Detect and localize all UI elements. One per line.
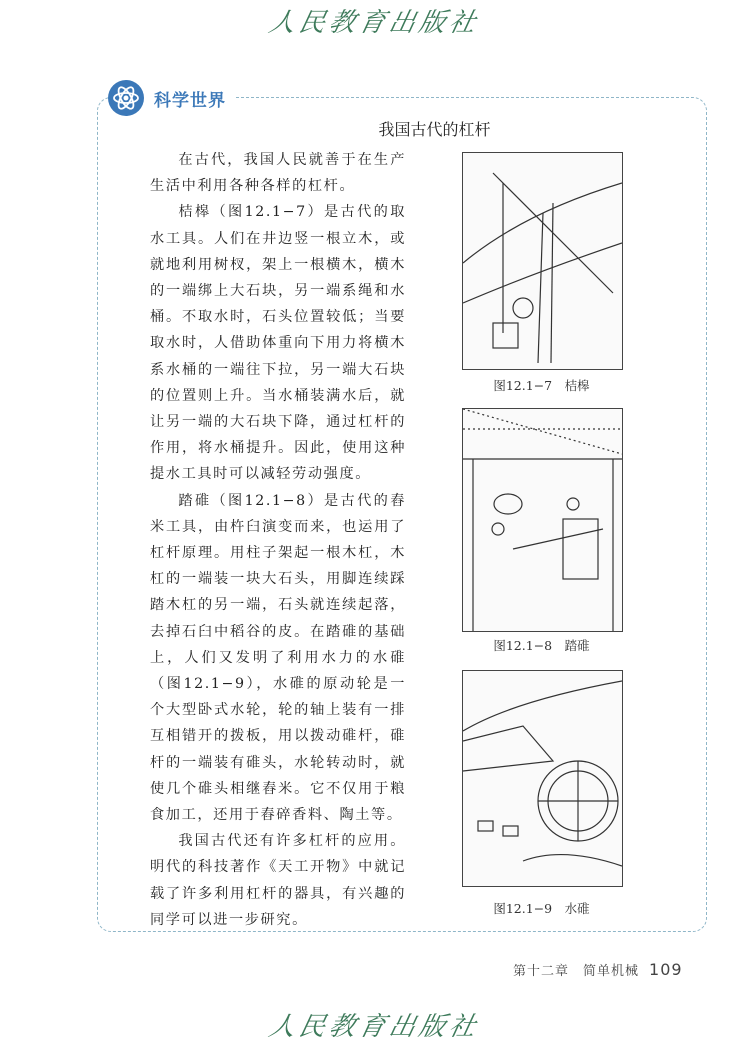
figure-caption: 图12.1−8 踏碓 — [493, 638, 590, 653]
page-footer — [513, 960, 683, 979]
paragraph: 桔槔（图12.1−7）是古代的取水工具。人们在井边竖一根立木，或就地利用树杈，架上一根横木，横木的一端绑上大石块，另一端系绳和水桶。不取水时，石头位置较低；当要取水时，人借助体重向下用力将横木系水桶的一端往下拉，另一端大石块的位置则上升。当水桶装满水后，就让另一端的大石块下降，通过杠杆的作用，将水桶提升。因此，使用这种提水工具时可以减轻劳动强度。 — [150, 204, 406, 483]
paragraph: 在古代，我国人民就善于在生产生活中利用各种各样的杠杆。 — [150, 152, 406, 195]
figure-treadle-pounder-illustration — [462, 408, 623, 632]
paragraph: 我国古代还有许多杠杆的应用。明代的科技著作《天工开物》中就记载了许多利用杠杆的器具，有兴趣的同学可以进一步研究。 — [150, 833, 406, 928]
publisher-logo-bottom: 人民教育出版社 — [265, 1012, 483, 1042]
section-badge — [108, 80, 234, 116]
paragraph: 踏碓（图12.1−8）是古代的舂米工具，由杵臼演变而来，也运用了杠杆原理。用柱子架起一根木杠，木杠的一端装一块大石头，用脚连续踩踏木杠的另一端，石头就连续起落，去掉石臼中稻谷的皮。在踏碓的基础上，人们又发明了利用水力的水碓（图12.1−9），水碓的原动轮是一个大型卧式水轮，轮的轴上装有一排互相错开的拨板，用以拨动碓杆，碓杆的一端装有碓头，水轮转动时，就使几个碓头相继舂米。它不仅用于粮食加工，还用于舂碎香料、陶土等。 — [150, 492, 406, 824]
page-number: 109 — [649, 960, 683, 979]
figure-caption: 图12.1−9 水碓 — [493, 901, 590, 916]
article-title: 我国古代的杠杆 — [378, 120, 491, 139]
atom-icon — [108, 80, 144, 116]
publisher-logo: 人民教育出版社 — [265, 8, 483, 38]
article-body — [150, 147, 406, 933]
chapter-label: 第十二章 简单机械 — [513, 964, 640, 979]
figure-caption: 图12.1−7 桔槔 — [493, 378, 590, 393]
figure-water-pounder-illustration — [462, 670, 623, 887]
figure-shadoof-illustration — [462, 152, 623, 370]
section-title: 科学世界 — [154, 90, 226, 111]
